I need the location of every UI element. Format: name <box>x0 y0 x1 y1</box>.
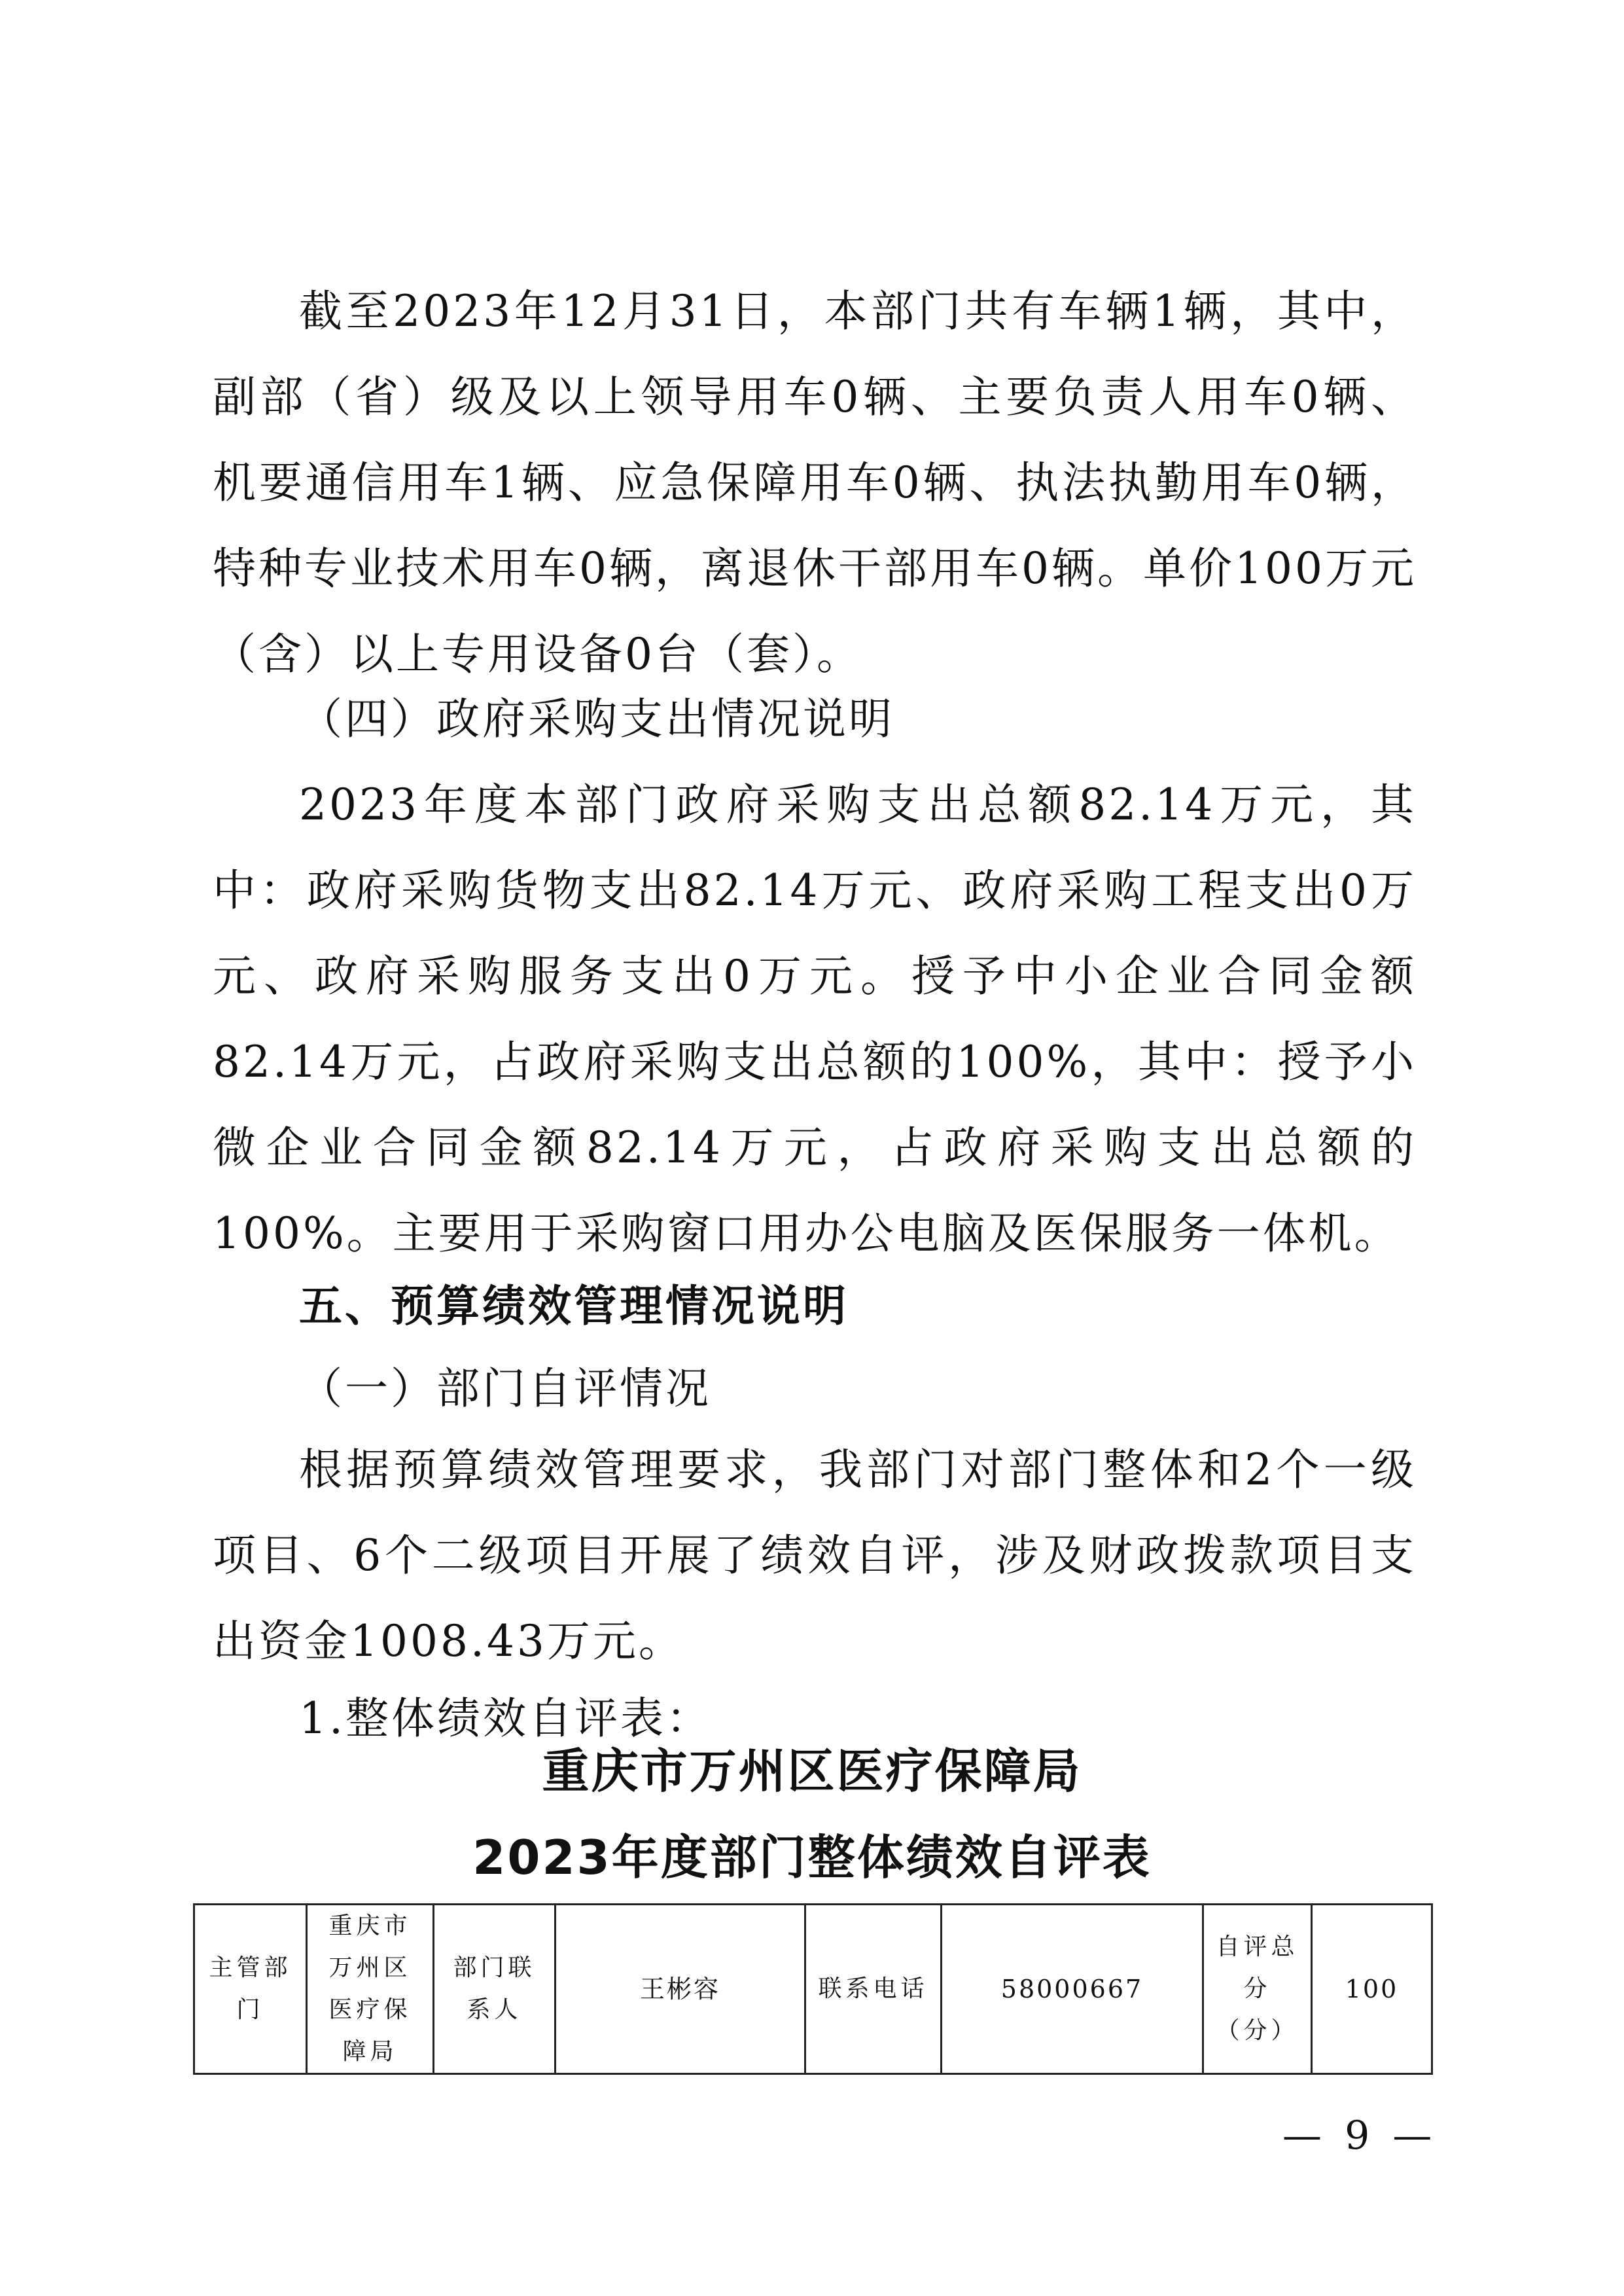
paragraph-procurement: 2023年度本部门政府采购支出总额82.14万元，其中：政府采购货物支出82.14万元、政府采购工程支出0万元、政府采购服务支出0万元。授予中小企业合同金额82.14万元，占政府采购支出总额的100%，其中：授予小微企业合同金额82.14万元，占政府采购支出总额的100%。主要用于采购窗口用办公电脑及医保服务一体机。 <box>213 780 1417 1259</box>
evaluation-summary-table <box>193 1903 1433 2075</box>
heading-subsection-one: （一）部门自评情况 <box>299 1363 711 1414</box>
contact-label-cell: 部门联系人 <box>434 1905 556 2074</box>
paragraph-self-evaluation: 根据预算绩效管理要求，我部门对部门整体和2个一级项目、6个二级项目开展了绩效自评，涉及财政拨款项目支出资金1008.43万元。 <box>213 1444 1417 1666</box>
heading-section-five: 五、预算绩效管理情况说明 <box>299 1281 849 1331</box>
heading-procurement: （四）政府采购支出情况说明 <box>299 694 894 744</box>
table-title-line1: 重庆市万州区医疗保障局 <box>542 1744 1082 1799</box>
table-row <box>194 1905 1432 2074</box>
paragraph-vehicles: 截至2023年12月31日，本部门共有车辆1辆，其中，副部（省）级及以上领导用车0辆、主要负责人用车0辆、机要通信用车1辆、应急保障用车0辆、执法执勤用车0辆，特种专业技术用车0辆，离退休干部用车0辆。单价100万元（含）以上专用设备0台（套）。 <box>213 286 1417 679</box>
dept-label-cell: 主管部门 <box>194 1905 307 2074</box>
table-title-line2: 2023年度部门整体绩效自评表 <box>472 1830 1152 1885</box>
contact-value-cell: 王彬容 <box>556 1905 805 2074</box>
score-label-cell: 自评总分（分） <box>1203 1905 1312 2074</box>
dept-value-cell: 重庆市万州区医疗保障局 <box>307 1905 434 2074</box>
phone-label-cell: 联系电话 <box>805 1905 942 2074</box>
heading-item-one: 1.整体绩效自评表： <box>299 1693 712 1744</box>
score-value-cell: 100 <box>1312 1905 1432 2074</box>
page-number: — 9 — <box>1282 2113 1438 2159</box>
phone-value-cell: 58000667 <box>942 1905 1203 2074</box>
